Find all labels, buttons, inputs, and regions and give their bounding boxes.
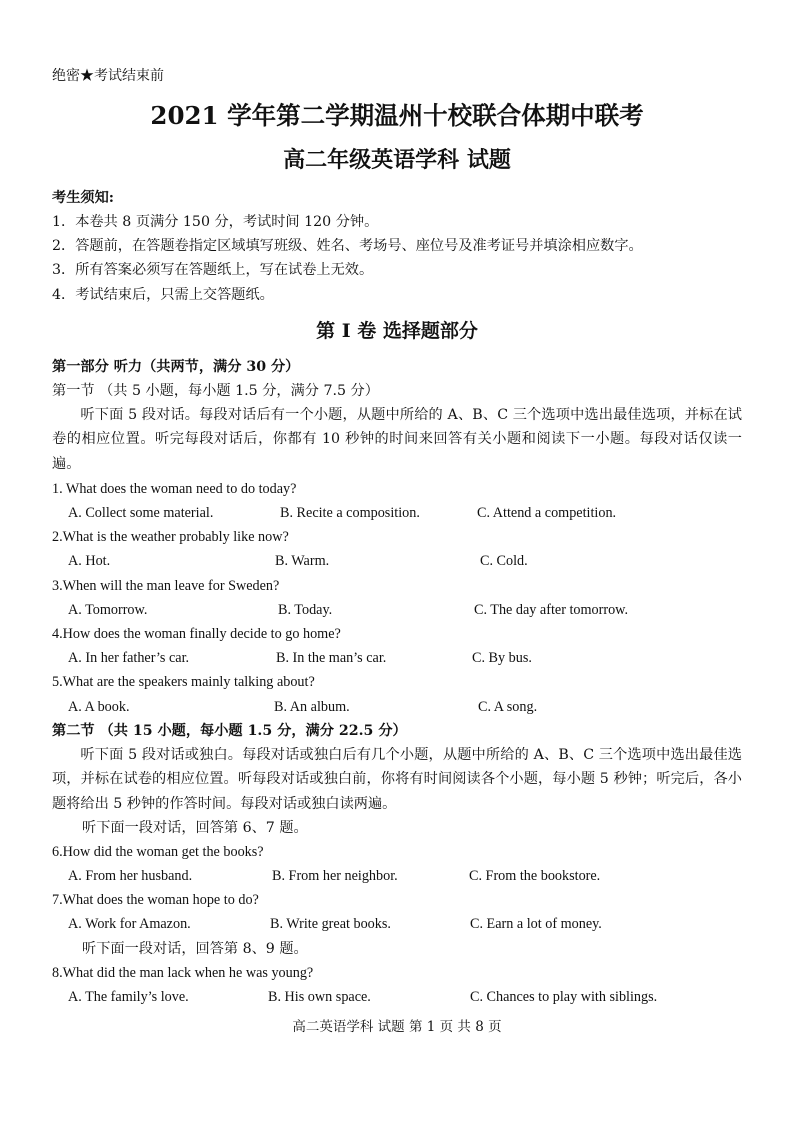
option-c: C. Attend a competition. (477, 505, 617, 521)
option-b: B. Warm. (275, 553, 330, 569)
option-a: A. The family’s love. (68, 989, 189, 1005)
question-3: 3.When will the man leave for Sweden? (52, 578, 280, 594)
option-a: A. Tomorrow. (68, 602, 148, 618)
option-b: B. Recite a composition. (280, 505, 420, 521)
option-c: C. Chances to play with siblings. (470, 989, 658, 1005)
notice-item: 3．所有答案必须写在答题纸上，写在试卷上无效。 (52, 262, 374, 278)
question-7: 7.What does the woman hope to do? (52, 892, 259, 908)
option-a: A. Collect some material. (68, 505, 214, 521)
option-a: A. Work for Amazon. (68, 916, 191, 932)
option-a: A. A book. (68, 699, 130, 715)
notice-item: 4．考试结束后，只需上交答题纸。 (52, 287, 274, 303)
question-1: 1. What does the woman need to do today? (52, 481, 297, 497)
page-footer: 高二英语学科 试题 第 1 页 共 8 页 (292, 1019, 502, 1035)
option-a: A. Hot. (68, 553, 111, 569)
question-5: 5.What are the speakers mainly talking about? (52, 674, 315, 690)
option-a: A. From her husband. (68, 868, 193, 884)
question-4: 4.How does the woman finally decide to go home? (52, 626, 341, 642)
question-6: 6.How did the woman get the books? (52, 844, 264, 860)
option-c: C. Cold. (480, 553, 528, 569)
confidential-label: 绝密★考试结束前 (52, 68, 164, 84)
option-b: B. Today. (278, 602, 333, 618)
notice-item: 1．本卷共 8 页满分 150 分，考试时间 120 分钟。 (52, 214, 379, 230)
option-b: B. His own space. (268, 989, 371, 1005)
dialog-note-8-9: 听下面一段对话，回答第 8、9 题。 (82, 941, 308, 957)
dialog-note-6-7: 听下面一段对话，回答第 6、7 题。 (82, 820, 308, 836)
option-b: B. An album. (274, 699, 350, 715)
option-c: C. Earn a lot of money. (470, 916, 602, 932)
sec1-heading: 第一节 （共 5 小题，每小题 1.5 分，满分 7.5 分） (52, 383, 379, 399)
sec2-instructions: 听下面 5 段对话或独白。每段对话或独白后有几个小题，从题中所给的 A、B、C 三个选项中选出最佳选项，并标在试卷的相应位置。听每段对话或独白前，你将有时间阅读各个小题，每小题 5 秒钟；听完后，各小题将给出 5 秒钟的作答时间。每段对话或独白读两遍。 (52, 747, 742, 812)
exam-title: 2021 学年第二学期温州十校联合体期中联考 (150, 101, 644, 130)
option-c: C. From the bookstore. (469, 868, 601, 884)
part1-heading: 第一部分 听力（共两节，满分 30 分） (52, 359, 300, 375)
option-c: C. A song. (478, 699, 538, 715)
question-2: 2.What is the weather probably like now? (52, 529, 289, 545)
notice-item: 2．答题前，在答题卷指定区域填写班级、姓名、考场号、座位号及准考证号并填涂相应数字。 (52, 238, 643, 254)
exam-subtitle: 高二年级英语学科 试题 (283, 147, 511, 173)
section-title: 第 I 卷 选择题部分 (316, 320, 478, 342)
notice-heading: 考生须知: (52, 190, 114, 206)
option-b: B. From her neighbor. (272, 868, 398, 884)
option-c: C. The day after tomorrow. (474, 602, 629, 618)
option-a: A. In her father’s car. (68, 650, 190, 666)
option-b: B. Write great books. (270, 916, 391, 932)
option-b: B. In the man’s car. (276, 650, 387, 666)
sec1-instructions: 听下面 5 段对话。每段对话后有一个小题，从题中所给的 A、B、C 三个选项中选出最佳选项，并标在试卷的相应位置。听完每段对话后，你都有 10 秒钟的时间来回答有关小题和阅读下一小题。每段对话仅读一遍。 (52, 407, 742, 472)
sec2-heading: 第二节 （共 15 小题，每小题 1.5 分，满分 22.5 分） (52, 723, 407, 739)
question-8: 8.What did the man lack when he was young? (52, 965, 314, 981)
option-c: C. By bus. (472, 650, 532, 666)
